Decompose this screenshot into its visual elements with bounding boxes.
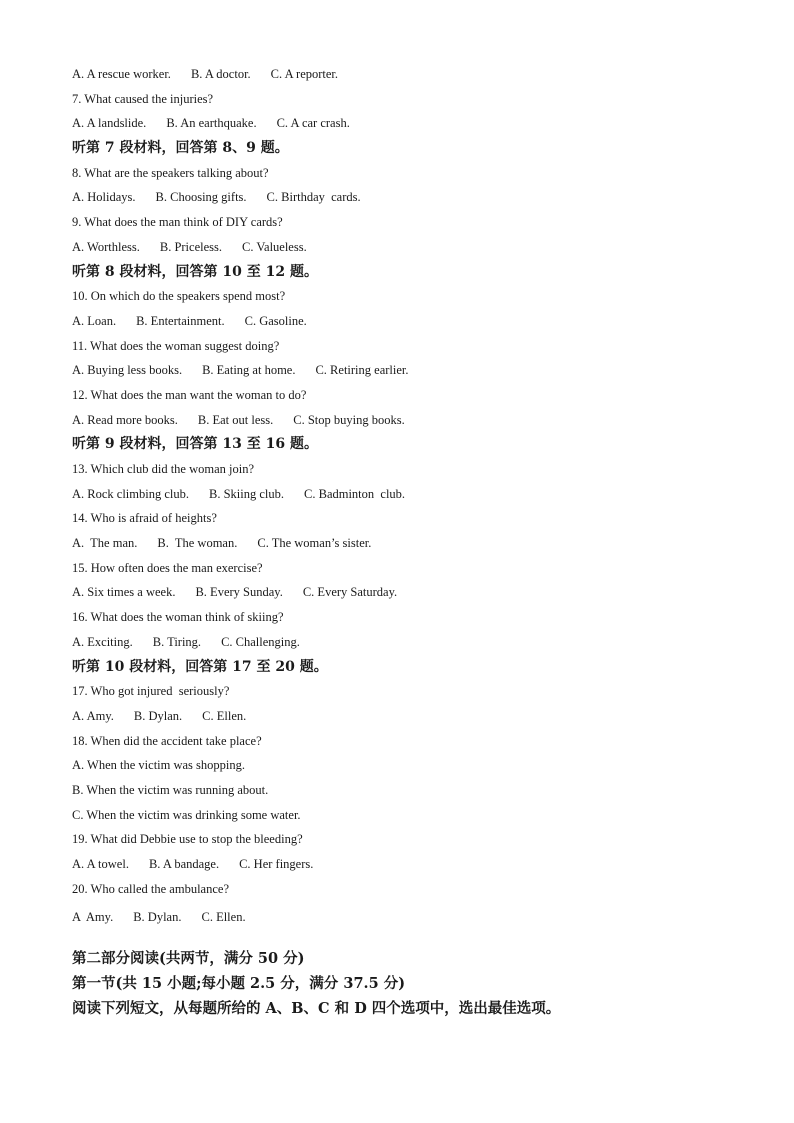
answer-option: A Amy. xyxy=(72,910,114,925)
answer-option: A. The man. xyxy=(72,536,138,551)
question-line: 7. What caused the injuries? xyxy=(72,91,214,106)
answer-options xyxy=(72,630,752,655)
answer-options xyxy=(72,408,752,433)
question-line: 18. When did the accident take place? xyxy=(72,733,262,748)
part-heading: 第一节(共 15 小题;每小题 2.5 分，满分 37.5 分) xyxy=(72,975,406,993)
question-line: 9. What does the man think of DIY cards? xyxy=(72,215,283,230)
question-line: 20. Who called the ambulance? xyxy=(72,881,229,896)
question-line: 12. What does the man want the woman to do? xyxy=(72,387,307,402)
question-line: 10. On which do the speakers spend most? xyxy=(72,289,286,304)
answer-option: A. Six times a week. xyxy=(72,585,176,600)
answer-option: A. Worthless. xyxy=(72,239,140,254)
part-heading: 第二部分阅读(共两节，满分 50 分) xyxy=(72,950,305,968)
spacer xyxy=(72,930,752,946)
answer-option: B. A bandage. xyxy=(148,857,220,871)
answer-option: A. Holidays. xyxy=(72,190,136,205)
answer-option: C. Challenging. xyxy=(221,634,300,649)
answer-option: B. Dylan. xyxy=(133,910,182,925)
question-line: A. When the victim was shopping. xyxy=(72,758,246,773)
answer-option: C. Birthday cards. xyxy=(266,190,361,205)
section-heading: 听第 10 段材料，回答第 17 至 20 题。 xyxy=(72,658,328,675)
answer-option: C. Stop buying books. xyxy=(293,412,405,427)
part-heading: 阅读下列短文，从每题所给的 A、B、C 和 D 四个选项中，选出最佳选项。 xyxy=(72,1000,561,1018)
answer-option: B. Priceless. xyxy=(159,239,223,254)
question-line: 16. What does the woman think of skiing? xyxy=(72,610,284,625)
question-line: 14. Who is afraid of heights? xyxy=(72,511,217,526)
answer-options xyxy=(72,185,752,210)
answer-option: C. Gasoline. xyxy=(244,313,307,328)
answer-options xyxy=(72,111,752,136)
question-line: 8. What are the speakers talking about? xyxy=(72,165,269,180)
answer-option: B. Choosing gifts. xyxy=(155,190,247,205)
answer-option: C. Valueless. xyxy=(242,239,307,254)
answer-option: A. Loan. xyxy=(72,313,117,328)
answer-option: B. Tiring. xyxy=(152,634,202,649)
answer-options xyxy=(72,482,752,507)
answer-option: B. An earthquake. xyxy=(166,116,257,131)
question-line: 13. Which club did the woman join? xyxy=(72,462,255,476)
answer-options xyxy=(72,905,752,930)
answer-option: B. Skiing club. xyxy=(209,486,285,501)
section-heading: 听第 8 段材料，回答第 10 至 12 题。 xyxy=(72,263,318,280)
answer-options xyxy=(72,580,752,605)
answer-option: A. Buying less books. xyxy=(72,363,183,378)
answer-options xyxy=(72,309,752,334)
answer-option: A. A rescue worker. xyxy=(72,67,171,81)
answer-options xyxy=(72,531,752,556)
answer-options xyxy=(72,852,752,877)
question-line: 17. Who got injured seriously? xyxy=(72,684,230,699)
answer-options xyxy=(72,358,752,383)
section-heading: 听第 9 段材料，回答第 13 至 16 题。 xyxy=(72,436,318,453)
answer-option: C. Badminton club. xyxy=(304,486,406,501)
answer-option: C. Ellen. xyxy=(202,708,247,723)
question-line: B. When the victim was running about. xyxy=(72,782,269,797)
answer-option: C. A car crash. xyxy=(276,116,350,131)
answer-options xyxy=(72,62,752,87)
answer-option: A. Rock climbing club. xyxy=(72,486,189,501)
question-line: 19. What did Debbie use to stop the bleeding? xyxy=(72,832,303,847)
answer-option: C. A reporter. xyxy=(270,67,339,81)
answer-option: A. Amy. xyxy=(72,708,114,723)
answer-option: B. Entertainment. xyxy=(136,313,225,328)
answer-options xyxy=(72,704,752,729)
section-heading: 听第 7 段材料，回答第 8、9 题。 xyxy=(72,140,289,157)
answer-option: C. Retiring earlier. xyxy=(315,363,409,378)
answer-option: A. A towel. xyxy=(72,857,129,871)
document-page xyxy=(72,62,752,1021)
question-line: 15. How often does the man exercise? xyxy=(72,560,263,575)
answer-options xyxy=(72,235,752,260)
answer-option: B. Eating at home. xyxy=(202,363,296,378)
question-line: C. When the victim was drinking some water. xyxy=(72,807,301,822)
answer-option: A. A landslide. xyxy=(72,116,147,131)
answer-option: B. Eat out less. xyxy=(197,412,274,427)
answer-option: C. Every Saturday. xyxy=(302,585,398,600)
answer-option: A. Exciting. xyxy=(72,634,133,649)
answer-option: C. Ellen. xyxy=(201,910,246,925)
answer-option: B. The woman. xyxy=(157,536,238,551)
answer-option: B. Dylan. xyxy=(133,708,183,723)
answer-option: B. A doctor. xyxy=(190,67,251,81)
answer-option: C. Her fingers. xyxy=(239,857,314,871)
answer-option: A. Read more books. xyxy=(72,412,178,427)
question-line: 11. What does the woman suggest doing? xyxy=(72,338,280,353)
answer-option: B. Every Sunday. xyxy=(195,585,283,600)
answer-option: C. The woman’s sister. xyxy=(257,536,372,551)
